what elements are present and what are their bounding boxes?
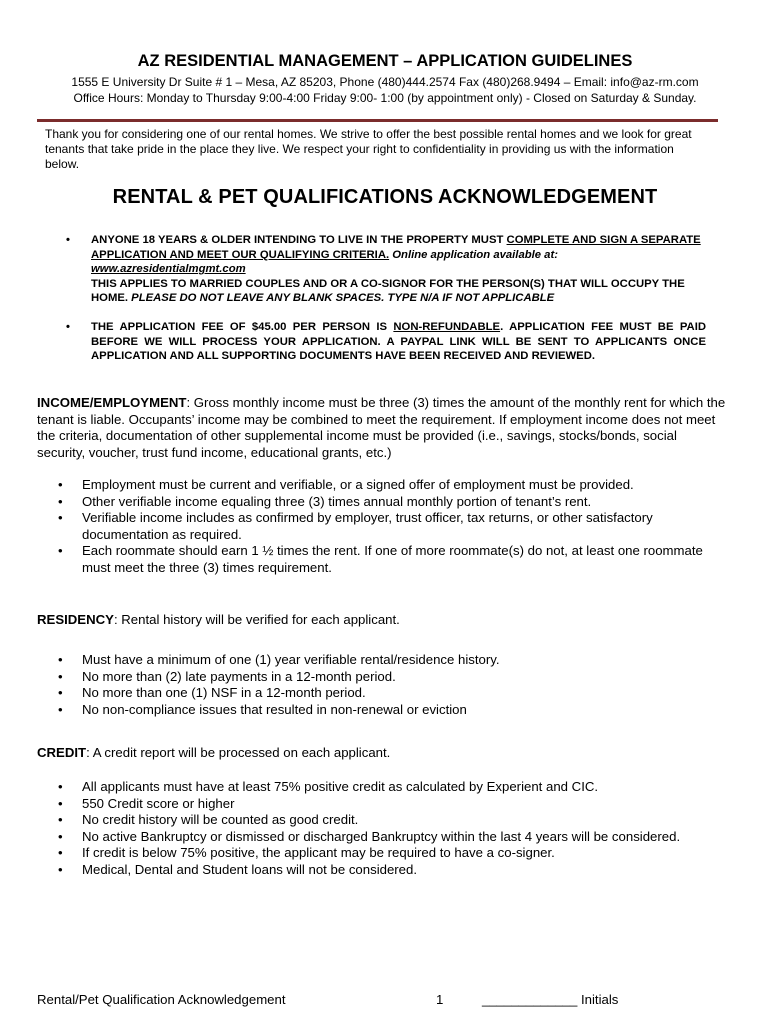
- income-heading: INCOME/EMPLOYMENT: [37, 395, 187, 410]
- website-link[interactable]: www.azresidentialmgmt.com: [91, 263, 246, 276]
- income-text: : Gross monthly income must be three (3) times the amount of the monthly rent for which the tenant is liable. Occupants’ income may be combined to meet the requirement. If employment income does not meet the criteria, documentation of other supplemental income must be provided (i.e., savings, stocks/bonds, social security, voucher, trust fund income, educational grants, etc.): [37, 395, 726, 460]
- footer-document-name: Rental/Pet Qualification Acknowledgement: [37, 992, 286, 1007]
- credit-text: : A credit report will be processed on each applicant.: [86, 745, 391, 760]
- income-paragraph: [37, 395, 727, 461]
- footer-initials-field: _____________ Initials: [482, 992, 619, 1007]
- ack-text: THE APPLICATION FEE OF $45.00 PER PERSON IS: [91, 321, 394, 333]
- office-hours-line: Office Hours: Monday to Thursday 9:00-4:00 Friday 9:00- 1:00 (by appointment only) - Closed on Saturday & Sunday.: [73, 91, 697, 105]
- list-item: • 550 Credit score or higher: [58, 795, 235, 811]
- credit-paragraph: [37, 745, 727, 762]
- ack-item-application: [66, 233, 706, 306]
- bullet: •: [66, 234, 70, 246]
- header-divider: [37, 119, 718, 122]
- list-item: • No more than one (1) NSF in a 12-month period.: [58, 685, 366, 701]
- ack-item-fee: [66, 320, 706, 364]
- ack-underlined: NON-REFUNDABLE: [393, 321, 501, 333]
- footer-page-number: 1: [436, 992, 444, 1007]
- section-title: RENTAL & PET QUALIFICATIONS ACKNOWLEDGEMENT: [112, 186, 658, 208]
- document-title: AZ RESIDENTIAL MANAGEMENT – APPLICATION GUIDELINES: [137, 52, 633, 70]
- ack-text: ANYONE 18 YEARS & OLDER INTENDING TO LIVE IN THE PROPERTY MUST: [91, 234, 507, 246]
- residency-bullet-list: [56, 652, 726, 718]
- ack-underlined: COMPLETE AND SIGN A SEPARATE APPLICATION AND MEET OUR QUALIFYING CRITERIA.: [91, 234, 701, 261]
- ack-blank-spaces-note: PLEASE DO NOT LEAVE ANY BLANK SPACES. TYPE N/A IF NOT APPLICABLE: [131, 292, 555, 305]
- credit-bullet-list: [56, 779, 726, 879]
- list-item: • If credit is below 75% positive, the applicant may be required to have a co-signer.: [58, 845, 555, 861]
- ack-online-note: Online application available at:: [389, 248, 558, 261]
- residency-paragraph: [37, 612, 727, 629]
- list-item: • No non-compliance issues that resulted in non-renewal or eviction: [58, 701, 467, 717]
- list-item: • Employment must be current and verifiable, or a signed offer of employment must be provided.: [58, 477, 634, 492]
- intro-paragraph: Thank you for considering one of our rental homes. We strive to offer the best possible rental homes and we look for great tenants that take pride in the place they live. We respect your right to confidentiality in providing us with the information below.: [45, 127, 692, 171]
- credit-heading: CREDIT: [37, 745, 87, 760]
- ack-text: . APPLICATION FEE MUST BE PAID BEFORE WE WILL PROCESS YOUR APPLICATION. A PAYPAL LINK WILL BE SENT TO APPLICANTS ONCE APPLICATION AND ALL SUPPORTING DOCUMENTS HAVE BEEN RECEIVED AND REVIEWED.: [91, 321, 706, 363]
- list-item: • Verifiable income includes as confirmed by employer, trust officer, tax returns, or other satisfactory documentation as required.: [58, 510, 653, 542]
- list-item: • Other verifiable income equaling three (3) times annual monthly portion of tenant’s rent.: [58, 493, 592, 509]
- list-item: • Must have a minimum of one (1) year verifiable rental/residence history.: [58, 652, 500, 667]
- list-item: • No active Bankruptcy or dismissed or discharged Bankruptcy within the last 4 years will be considered.: [58, 828, 681, 844]
- bullet: •: [66, 321, 70, 333]
- income-bullet-list: [56, 477, 726, 577]
- list-item: • Each roommate should earn 1 ½ times the rent. If one of more roommate(s) do not, at least one roommate must meet the three (3) times requirement.: [58, 543, 703, 575]
- list-item: • All applicants must have at least 75% positive credit as calculated by Experient and CIC.: [58, 779, 599, 794]
- list-item: • No credit history will be counted as good credit.: [58, 812, 359, 828]
- ack-text: THIS APPLIES TO MARRIED COUPLES AND OR A CO-SIGNOR FOR THE PERSON(S) THAT WILL OCCUPY THE HOME.: [91, 277, 685, 305]
- list-item: • No more than (2) late payments in a 12-month period.: [58, 668, 396, 684]
- list-item: • Medical, Dental and Student loans will not be considered.: [58, 861, 418, 877]
- residency-heading: RESIDENCY: [37, 612, 114, 627]
- residency-text: : Rental history will be verified for each applicant.: [113, 612, 400, 627]
- address-line: 1555 E University Dr Suite # 1 – Mesa, AZ 85203, Phone (480)444.2574 Fax (480)268.9494 – Email: info@az-rm.com: [71, 75, 699, 89]
